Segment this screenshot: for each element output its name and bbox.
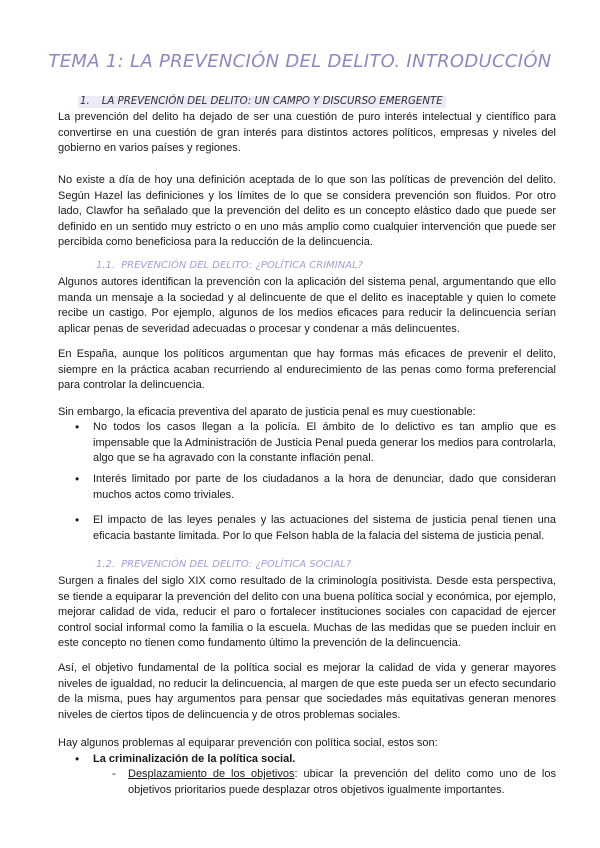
sub-list-item xyxy=(128,767,556,798)
list-item xyxy=(93,752,556,768)
dash-marker: - xyxy=(112,768,116,780)
list-item: El impacto de las leyes penales y las actuaciones del sistema de justicia penal tienen una eficacia bastante limitada. Por lo que Felson habla de la falacia del sistema de justicia penal. xyxy=(93,514,556,542)
bullet-icon: • xyxy=(75,420,80,434)
section-heading-text: PREVENCIÓN DEL DELITO: ¿POLÍTICA SOCIAL? xyxy=(121,559,352,570)
paragraph: Algunos autores identifican la prevención con la aplicación del sistema penal, argumentando que ello manda un mensaje a la sociedad y al delincuente de que el delito es inaceptable y quien lo comete recibe un castigo. Por ejemplo, algunos de los medios eficaces para reducir la delincuencia serían aplicar penas de severidad adecuadas o procesar y condenar a más delincuentes. xyxy=(58,276,556,335)
paragraph: Hay algunos problemas al equiparar prevención con política social, estos son: xyxy=(58,737,438,749)
list-item: Interés limitado por parte de los ciudadanos a la hora de denunciar, dado que consideran muchos actos como triviales. xyxy=(93,473,556,501)
paragraph: Así, el objetivo fundamental de la política social es mejorar la calidad de vida y generar mayores niveles de igualdad, no reducir la delincuencia, al margen de que este pueda ser un efecto secundario de la misma, pues hay argumentos para pensar que sociedades más equitativas generan menores niveles de ciertos tipos de delincuencia y de otros problemas sociales. xyxy=(58,662,556,721)
section-1-heading xyxy=(78,96,446,108)
bullet-icon: • xyxy=(75,472,80,486)
bullet-icon: • xyxy=(75,752,80,766)
section-number: 1.1. xyxy=(96,260,116,271)
paragraph: Surgen a finales del siglo XIX como resultado de la criminología positivista. Desde esta perspectiva, se tiende a equiparar la prevención del delito con una buena política social y económica, por ejemplo, mejorar calidad de vida, reducir el paro o fortalecer instituciones sociales con capacidad de ejercer control social informal como la familia o la escuela. Muchas de las medidas que se pueden incluir en este concepto no tienen como fundamento último la prevención de la delincuencia. xyxy=(58,575,556,650)
sub-text: : ubicar la prevención del delito como uno de los objetivos prioritarios puede desplazar otros objetivos igualmente importantes. xyxy=(128,768,556,796)
section-heading-text: LA PREVENCIÓN DEL DELITO: UN CAMPO Y DISCURSO EMERGENTE xyxy=(101,96,443,107)
section-number: 1. xyxy=(80,96,90,107)
section-heading-text: PREVENCIÓN DEL DELITO: ¿POLÍTICA CRIMINAL? xyxy=(121,260,363,271)
section-1-1-heading xyxy=(96,260,363,271)
problem-title-end: . xyxy=(292,753,296,765)
paragraph: En España, aunque los políticos argumentan que hay formas más eficaces de prevenir el delito, siempre en la práctica acaban recurriendo al endurecimiento de las penas como forma preferencial para controlar la delincuencia. xyxy=(58,348,556,392)
paragraph: No existe a día de hoy una definición aceptada de lo que son las políticas de prevención del delito. Según Hazel las definiciones y los límites de lo que se considera prevención son fluidos. Por otro lado, Clawfor ha señalado que la prevención del delito es un concepto elástico dado que puede ser definido en un sentido muy estricto o en uno más amplio como cualquier intervención que puede ser percibida como beneficiosa para la reducción de la delincuencia. xyxy=(58,174,556,249)
section-1-2-heading xyxy=(96,559,351,570)
problem-title: La criminalización de la política social xyxy=(93,753,293,765)
page-title: TEMA 1: LA PREVENCIÓN DEL DELITO. INTRODUCCIÓN xyxy=(48,51,552,72)
bullet-icon: • xyxy=(75,513,80,527)
list-item: No todos los casos llegan a la policía. El ámbito de lo delictivo es tan amplio que es impensable que la Administración de Justicia Penal pueda generar los medios para controlarla, algo que se ha agravado con la constante inflación penal. xyxy=(93,421,556,465)
sub-term: Desplazamiento de los objetivos xyxy=(128,768,295,780)
section-number: 1.2. xyxy=(96,559,116,570)
paragraph: Sin embargo, la eficacia preventiva del aparato de justicia penal es muy cuestionable: xyxy=(58,406,476,418)
paragraph: La prevención del delito ha dejado de ser una cuestión de puro interés intelectual y científico para convertirse en una cuestión de gran interés para distintos actores políticos, empresas y niveles del gobierno en varios países y regiones. xyxy=(58,111,556,155)
